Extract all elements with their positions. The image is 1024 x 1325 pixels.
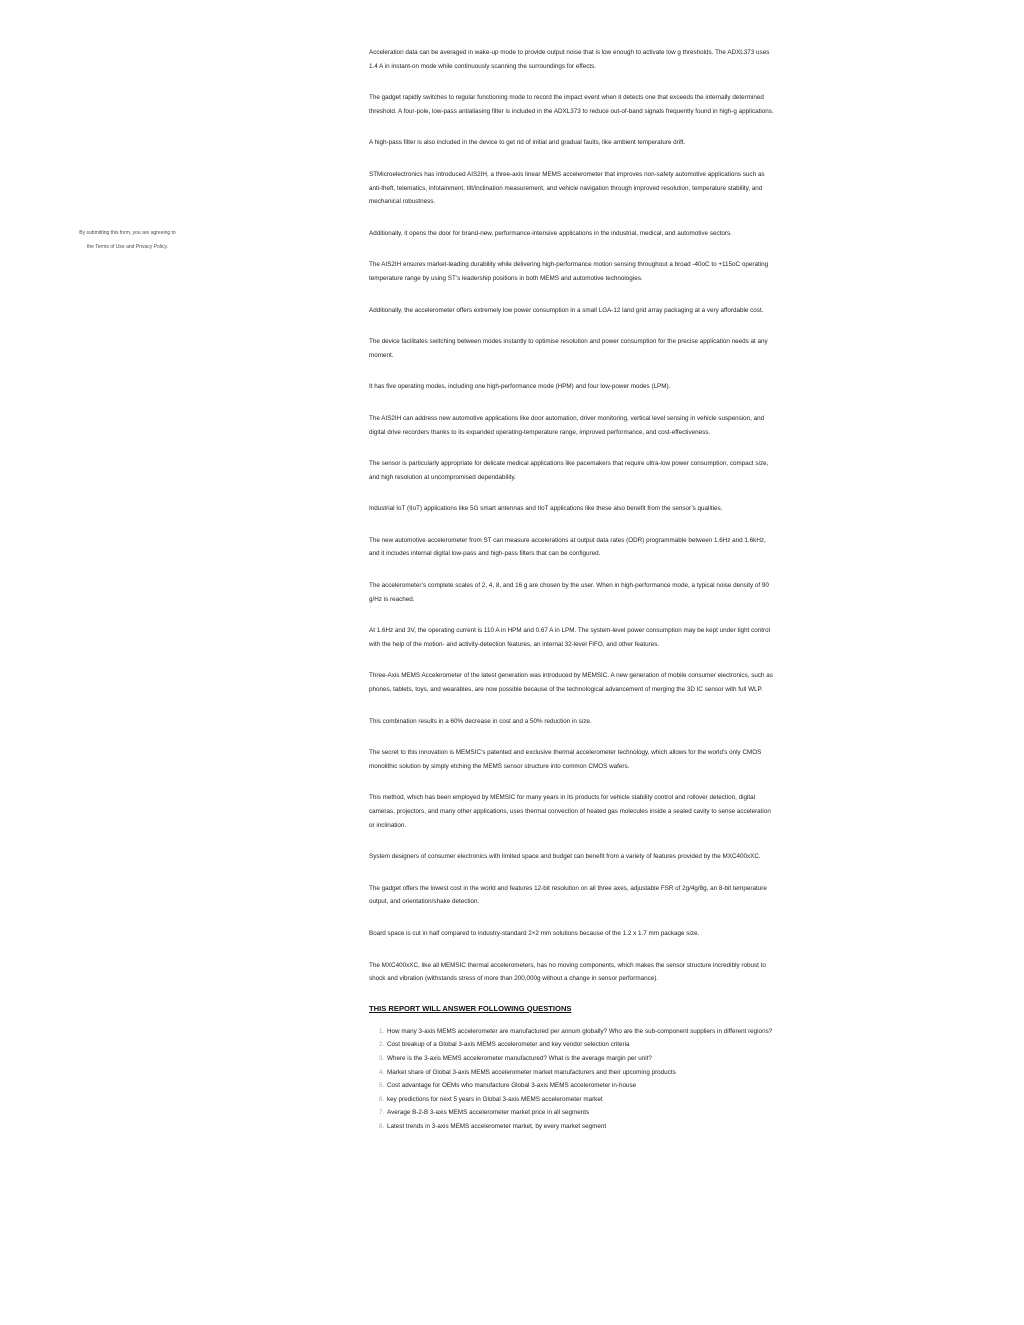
list-number: 8. xyxy=(379,1122,385,1130)
list-item xyxy=(369,1066,775,1080)
list-item xyxy=(369,1120,775,1134)
form-consent-note xyxy=(60,227,195,254)
list-item xyxy=(369,1052,775,1066)
paragraph: Board space is cut in half compared to industry-standard 2×2 mm solutions because of the 1.2 x 1.7 mm package size. xyxy=(369,929,700,937)
paragraph: The AIS2IH ensures market-leading durability while delivering high-performance motion sensing throughout a broad -40oC to +115oC operating temperature range by using ST’s leadership positions in both MEMS and automotive technologies. xyxy=(369,261,769,282)
paragraph: At 1.6Hz and 3V, the operating current is 110 A in HPM and 0.67 A in LPM. The system-level power consumption may be kept under tight control with the help of the motion- and activity-detection features, an internal 32-level FIFO, and other features. xyxy=(369,627,771,648)
list-item xyxy=(369,1038,775,1052)
paragraph: The new automotive accelerometer from ST can measure accelerations at output data rates (ODR) programmable between 1.6Hz and 1.6kHz, and it includes internal digital low-pass and high-pass filters that can be configured. xyxy=(369,536,766,558)
list-item xyxy=(369,1025,775,1039)
list-item xyxy=(369,1079,775,1093)
paragraph: STMicroelectronics has introduced AIS2IH, a three-axis linear MEMS accelerometer that improves non-safety automotive applications such as anti-theft, telematics, infotainment, tilt/inclination measurement, and vehicle navigation through improved resolution, temperature stability, and mechanical robustness. xyxy=(369,170,765,206)
list-number: 6. xyxy=(379,1095,385,1103)
list-item-text: Market share of Global 3-axis MEMS accelerometer market manufacturers and their upcoming products xyxy=(387,1068,676,1076)
report-questions-list xyxy=(369,1025,775,1134)
consent-text-line-2: the Terms of Use and Privacy Policy. xyxy=(87,243,168,250)
list-item-text: Average B-2-B 3-axis MEMS accelerometer market price in all segments xyxy=(387,1109,590,1117)
paragraph: The sensor is particularly appropriate for delicate medical applications like pacemakers that require ultra-low power consumption, compact size, and high resolution at uncompromised dependability. xyxy=(369,460,769,481)
paragraph: Industrial IoT (IIoT) applications like 5G smart antennas and IIoT applications like these also benefit from the sensor’s qualities. xyxy=(369,505,723,513)
paragraph: This combination results in a 60% decrease in cost and a 50% reduction in size. xyxy=(369,717,592,725)
list-item-text: key predictions for next 5 years in Global 3-axis MEMS accelerometer market xyxy=(387,1095,603,1103)
paragraph: Additionally, it opens the door for brand-new, performance-intensive applications in the industrial, medical, and automotive sectors. xyxy=(369,229,732,237)
list-number: 4. xyxy=(379,1068,385,1076)
paragraph: The gadget offers the lowest cost in the world and features 12-bit resolution on all three axes, adjustable FSR of 2g/4g/8g, an 8-bit temperature output, and orientation/shake detection. xyxy=(369,884,767,906)
list-item-text: Cost advantage for OEMs who manufacture Global 3-axis MEMS accelerometer in-house xyxy=(387,1082,637,1090)
paragraph: Three-Axis MEMS Accelerometer of the latest generation was introduced by MEMSIC. A new generation of mobile consumer electronics, such as phones, tablets, toys, and wearables, are now possible because of the technological advancement of merging the 3D IC sensor with full WLP. xyxy=(369,672,773,694)
paragraph: Acceleration data can be averaged in wake-up mode to provide output noise that is low enough to activate low g thresholds. The ADXL373 uses 1.4 A in instant-on mode while continuously scanning the surroundings for effects. xyxy=(369,49,770,70)
list-item xyxy=(369,1093,775,1107)
article-body xyxy=(369,46,775,1134)
paragraph: The gadget rapidly switches to regular functioning mode to record the impact event when it detects one that exceeds the internally determined threshold. A four-pole, low-pass antialiasing filter is included in the ADXL373 to reduce out-of-band signals frequently found in high-g applications. xyxy=(369,94,774,115)
list-number: 2. xyxy=(379,1041,385,1049)
list-item xyxy=(369,1106,775,1120)
list-item-text: Latest trends in 3-axis MEMS accelerometer market, by every market segment xyxy=(387,1122,607,1130)
paragraph: The device facilitates switching between modes instantly to optimise resolution and power consumption for the precise application needs at any moment. xyxy=(369,338,768,359)
list-number: 3. xyxy=(379,1054,385,1062)
paragraph: It has five operating modes, including one high-performance mode (HPM) and four low-power modes (LPM). xyxy=(369,383,671,391)
list-number: 5. xyxy=(379,1082,385,1090)
paragraph: System designers of consumer electronics with limited space and budget can benefit from a variety of features provided by the MXC400xXC. xyxy=(369,853,761,861)
paragraph: The secret to this innovation is MEMSIC’s patented and exclusive thermal accelerometer technology, which allows for the world’s only CMOS monolithic solution by simply etching the MEMS sensor structure into common CMOS wafers. xyxy=(369,749,762,770)
list-item-text: Where is the 3-axis MEMS accelerometer manufactured? What is the average margin per unit? xyxy=(387,1054,652,1062)
paragraph: This method, which has been employed by MEMSIC for many years in its products for vehicle stability control and rollover detection, digital cameras, projectors, and many other applications, uses thermal convection of heated gas molecules inside a sealed cavity to sense acceleration or inclination. xyxy=(369,794,771,829)
list-item-text: Cost breakup of a Global 3-axis MEMS accelerometer and key vendor selection criteria xyxy=(387,1041,630,1049)
paragraph: A high-pass filter is also included in the device to get rid of initial and gradual faults, like ambient temperature drift. xyxy=(369,139,686,147)
paragraph: The MXC400xXC, like all MEMSIC thermal accelerometers, has no moving components, which makes the sensor structure incredibly robust to shock and vibration (withstands stress of more than 200,000g without a change in sensor performance). xyxy=(369,961,766,983)
paragraph: Additionally, the accelerometer offers extremely low power consumption in a small LGA-12 land grid array packaging at a very affordable cost. xyxy=(369,306,764,314)
paragraph: The accelerometer’s complete scales of 2, 4, 8, and 16 g are chosen by the user. When in high-performance mode, a typical noise density of 90 g/Hz is reached. xyxy=(369,582,769,603)
list-number: 7. xyxy=(379,1109,385,1117)
paragraph: The AIS2IH can address new automotive applications like door automation, driver monitoring, vertical level sensing in vehicle suspension, and digital drive recorders thanks to its expanded operating-temperature range, improved performance, and cost-effectiveness. xyxy=(369,414,765,436)
list-number: 1. xyxy=(379,1027,385,1035)
list-item-text: How many 3-axis MEMS accelerometer are manufactured per annum globally? Who are the sub-component suppliers in different regions? xyxy=(387,1027,773,1035)
report-questions-heading: THIS REPORT WILL ANSWER FOLLOWING QUESTIONS xyxy=(369,1003,572,1013)
consent-text-line-1: By submitting this form, you are agreeing to xyxy=(79,230,176,236)
